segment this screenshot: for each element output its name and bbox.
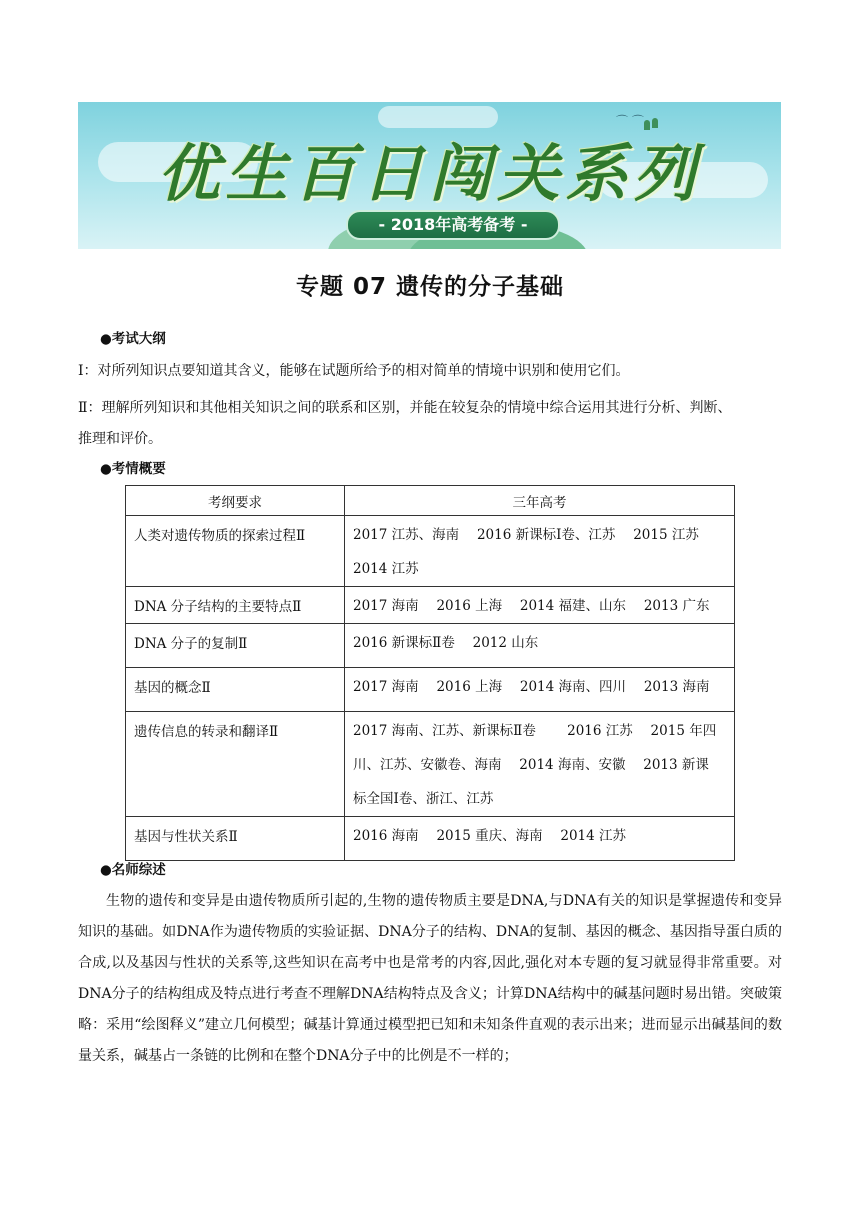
column-header: 考纲要求	[126, 486, 345, 516]
column-header: 三年高考	[345, 486, 735, 516]
section-heading-commentary: ●名师综述	[100, 862, 166, 878]
requirement-cell: 基因的概念Ⅱ	[126, 668, 345, 712]
exam-cell	[345, 817, 735, 861]
exam-cell	[345, 516, 735, 587]
exam-cell	[345, 624, 735, 668]
table-row	[126, 668, 735, 712]
table-row	[126, 712, 735, 817]
exam-line: 标全国Ⅰ卷、浙江、江苏	[353, 791, 494, 807]
document-title: 专题 07 遗传的分子基础	[295, 274, 565, 300]
requirement-cell: 遗传信息的转录和翻译Ⅱ	[126, 712, 345, 817]
requirement-cell: 人类对遗传物质的探索过程Ⅱ	[126, 516, 345, 587]
exam-line: 2014 江苏	[353, 561, 419, 577]
section-heading-outline: ●考试大纲	[100, 331, 166, 347]
section-heading-overview: ●考情概要	[100, 461, 166, 477]
exam-line: 2017 江苏、海南 2016 新课标Ⅰ卷、江苏 2015 江苏	[353, 527, 699, 543]
exam-line: 2017 海南 2016 上海 2014 福建、山东 2013 广东	[353, 598, 710, 614]
exam-cell	[345, 587, 735, 624]
exam-line: 2016 海南 2015 重庆、海南 2014 江苏	[353, 828, 627, 844]
outline-line-2: Ⅱ：理解所列知识和其他相关知识之间的联系和区别，并能在较复杂的情境中综合运用其进行分析、判断、	[78, 400, 732, 416]
banner-title: 优生百日闯关系列	[157, 137, 702, 210]
table-row	[126, 817, 735, 861]
commentary-paragraph: 生物的遗传和变异是由遗传物质所引起的,生物的遗传物质主要是DNA,与DNA有关的知识是掌握遗传和变异知识的基础。如DNA作为遗传物质的实验证据、DNA分子的结构、DNA的复制、基因的概念、基因指导蛋白质的合成,以及基因与性状的关系等,这些知识在高考中也是常考的内容,因此,强化对本专题的复习就显得非常重要。对DNA分子的结构组成及特点进行考查不理解DNA结构特点及含义；计算DNA结构中的碱基问题时易出错。突破策略：采用“绘图释义”建立几何模型；碱基计算通过模型把已知和未知条件直观的表示出来；进而显示出碱基间的数量关系，碱基占一条链的比例和在整个DNA分子中的比例是不一样的；	[78, 893, 782, 1064]
header-banner	[78, 102, 781, 249]
requirement-cell: 基因与性状关系Ⅱ	[126, 817, 345, 861]
requirement-cell: DNA 分子结构的主要特点Ⅱ	[126, 587, 345, 624]
outline-line-1: Ⅰ：对所列知识点要知道其含义，能够在试题所给予的相对简单的情境中识别和使用它们。	[78, 363, 630, 379]
table-header-row	[126, 486, 735, 516]
banner-subtitle: - 2018年高考备考 -	[346, 210, 560, 240]
exam-cell	[345, 712, 735, 817]
outline-line-3: 推理和评价。	[78, 431, 162, 447]
requirement-cell: DNA 分子的复制Ⅱ	[126, 624, 345, 668]
exam-line: 川、江苏、安徽卷、海南 2014 海南、安徽 2013 新课	[353, 757, 709, 773]
exam-cell	[345, 668, 735, 712]
exam-requirements-table	[125, 485, 735, 861]
table-row	[126, 587, 735, 624]
exam-line: 2016 新课标Ⅱ卷 2012 山东	[353, 635, 539, 651]
exam-line: 2017 海南、江苏、新课标Ⅱ卷 2016 江苏 2015 年四	[353, 723, 717, 739]
birds-icon: ⌒ ⌒	[616, 114, 644, 128]
exam-line: 2017 海南 2016 上海 2014 海南、四川 2013 海南	[353, 679, 710, 695]
table-row	[126, 516, 735, 587]
table-row	[126, 624, 735, 668]
